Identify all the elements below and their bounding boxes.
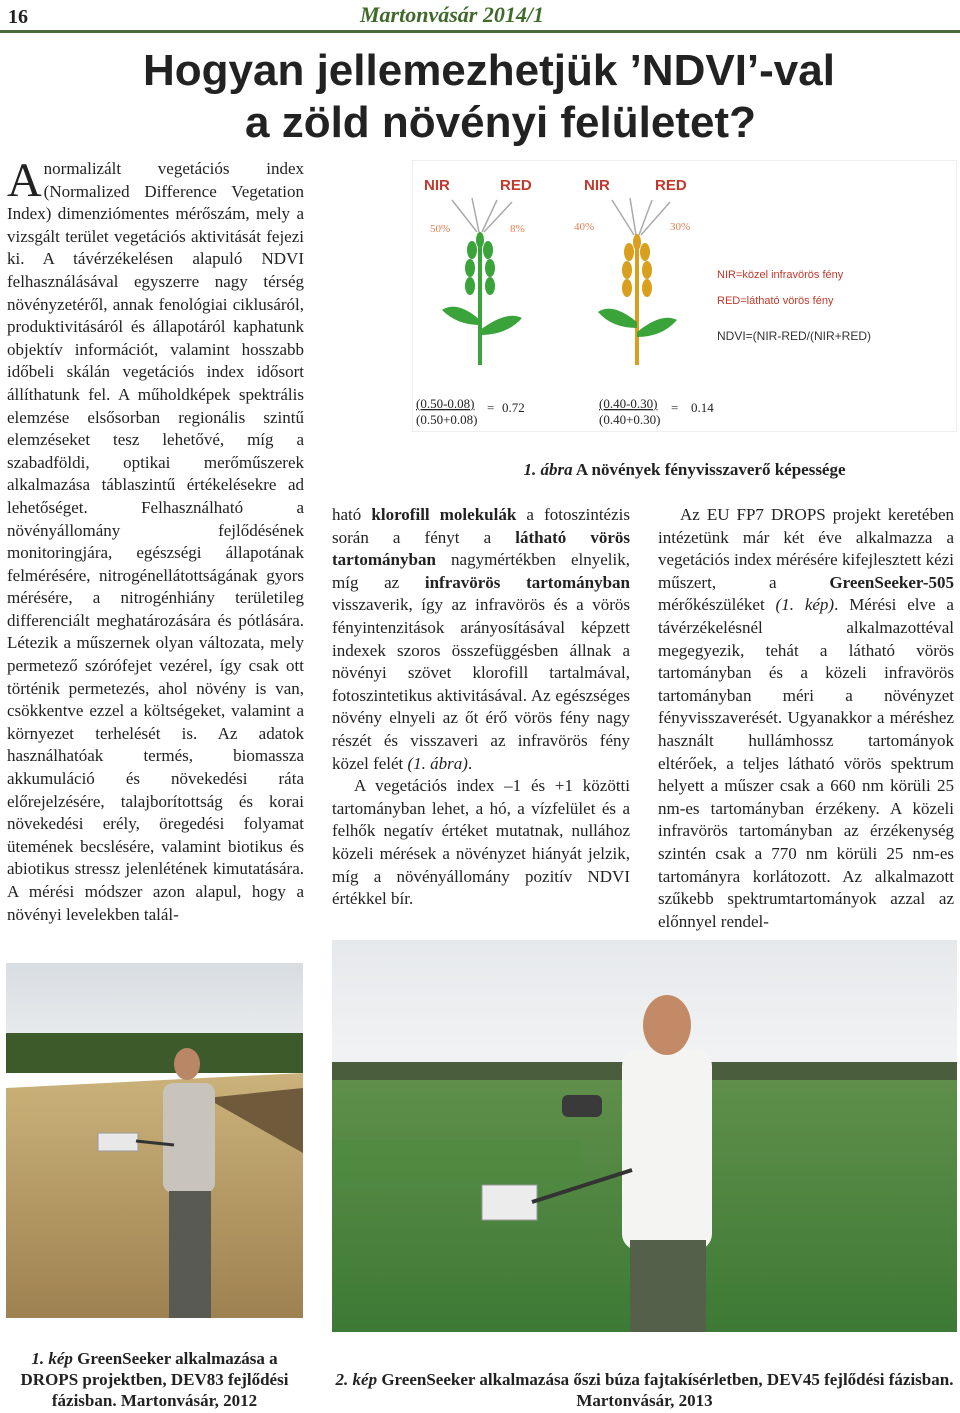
page-number: 16 [8,6,28,28]
col3-text: . Mérési elve a távérzékelésnél alkalmazottéval megegyezik, tehát a látható vörös tartományban és a közeli infravörös tartományban méri a növényzet fényvisszaverését. Ugyanakkor a méréshez használt hullámhossz tartományok eltérőek, a teljes látható vörös spektrum helyett a műszer csak a 660 nm körüli 25 nm-es tartományban érzékeny. A közeli infravörös tartományban az érzékenység szintén csak a 770 nm körüli 25 nm-es tartományra korlátozott. Az alkalmazott szűkebb spektrumtartományok azzal az előnnyel rendel- [658,595,954,931]
figure-caption-text: A növények fényvisszaverő képessége [572,460,846,479]
photo-2-caption-text: GreenSeeker alkalmazása őszi búza fajtakísérletben, DEV45 fejlődési fázisban. Martonvásár, 2013 [377,1370,954,1410]
column-1 [7,154,304,926]
plant2-formula-num: (0.40-0.30) [599,396,658,411]
plant2-nir-pct: 40% [574,221,595,233]
photo-reference: (1. kép) [775,595,835,615]
plant2-red-pct: 30% [670,221,691,233]
greenseeker-device [482,1185,537,1220]
figure-reference: (1. ábra) [407,753,468,773]
col2-bold: klorofill molekulák [371,505,517,524]
photo-1-caption [6,1348,303,1411]
figure-1 [412,160,957,432]
col2-text: a fotoszintézis során a fényt a [332,505,630,547]
photo-1-caption-text: GreenSeeker alkalmazása a DROPS projektben, DEV83 fejlődési fázisban. Martonvásár, 2012 [20,1349,289,1410]
plant1-red-pct: 8% [510,223,525,235]
plant1-equals: = [487,400,495,415]
plant2-equals: = [671,400,679,415]
col2-text: visszaverik, így az infravörös és a vörös fényintenzitások arányosításával képzett indexek szoros összefüggésben állnak a növényi szövet klorofill tartalmával, fotoszintetikus aktivitásával. Az egészséges növény elnyeli az őt érő vörös fény nagy részét és visszaveri az infravörös fény közel felét [332,595,630,773]
col2-bold: látható vörös tartományban [332,527,630,570]
col3-bold: GreenSeeker-505 [829,572,954,592]
col2-text: ható [332,505,372,524]
dropcap: A [7,154,42,207]
ndvi-diagram [412,160,957,432]
greenseeker-device [98,1133,138,1151]
header-rule [0,30,960,33]
plant2-formula-den: (0.40+0.30) [599,412,661,427]
article-title-line1: Hogyan jellemezhetjük ’NDVI’-val [143,46,835,95]
col3-text: Az EU FP7 DROPS projekt keretében intézetünk már két éve alkalmazza a vegetációs index mérésére kifejlesztett kézi műszert, a [658,505,954,592]
legend-ndvi: NDVI=(NIR-RED/(NIR+RED) [717,329,872,343]
plant1-red-label: RED [500,177,532,194]
column1-text: normalizált vegetációs index (Normalized Difference Vegetation Index) dimenziómentes mérőszám, mely a vizsgált terület vegetációs aktivitását fejezi ki. A távérzékelésen alapuló NDVI felhasználásával egyszerre nagy térség növényzetéről, annak fenológiai ciklusáról, produktivitásáról és állapotáról kaphatunk objektív információt, valamint hosszabb időbeli skálán vegetációs index idősort állíthatunk fel. A műholdképek spektrális elemzése elsősorban regionális szintű elemzéseket tesz lehetővé, míg a szabadföldi, optikai merőműszerek alkalmazása táblaszintű értékelésekre ad lehetőséget. Felhasználható a növényállomány fejlődésének monitoringjára, egészségi állapotának felmérésére, nitrogénellátottságának gyors mérésére, a nitrogénhiány területileg differenciált meghatározására és pótlására. Létezik a műszernek olyan változata, mely permetező szórófejet vezérel, így csak ott történik permetezés, ahol növény is van, csökkentve ezzel a költségeket, valamint a környezet terhelését is. Az adatok használhatóak termés, biomassza akkumuláció és növekedési ráta előrejelzésére, talajborítottság és korai növekedési erély, öregedési folyamat ütemének becslésére, valamint biotikus és abiotikus stressz jelenlétének kimutatására. A mérési módszer azon alapul, hogy a növényi levelekben talál- [7,159,304,924]
legend-red: RED=látható vörös fény [717,295,834,307]
legend-nir: NIR=közel infravörös fény [717,269,844,281]
figure-caption [412,460,957,480]
photo-1-caption-ref: 1. kép [31,1349,73,1368]
column-3 [658,504,954,933]
person-2 [622,1050,712,1250]
person-1 [163,1083,215,1193]
plant1-formula-num: (0.50-0.08) [416,396,475,411]
col3-text: mérőkészüléket [658,595,776,615]
figure-caption-ref: 1. ábra [523,460,573,479]
photo-1 [6,963,303,1318]
col2-text: . [467,753,473,773]
col2-text: nagymértékben elnyelik, míg az [332,550,630,592]
column-2 [332,504,630,911]
plant1-formula-den: (0.50+0.08) [416,412,478,427]
plant2-red-label: RED [655,177,687,194]
article-title-line2: a zöld növényi felületet? [245,98,756,147]
plant2-result: 0.14 [691,400,714,415]
photo-2 [332,940,957,1332]
plant1-nir-label: NIR [424,177,450,194]
plant2-nir-label: NIR [584,177,610,194]
col2-bold: infravörös tartományban [424,572,630,592]
plant1-result: 0.72 [502,400,525,415]
photo-2-caption-ref: 2. kép [335,1370,378,1389]
col2-paragraph-2: A vegetációs index –1 és +1 közötti tartományban lehet, a hó, a vízfelület és a felhők negatív értéket mutatnak, nullához közeli mérések a növényzet hiányát jelzik, míg a növényállomány pozitív NDVI értékkel bír. [332,776,630,909]
plant1-nir-pct: 50% [430,223,451,235]
journal-title: Martonvásár 2014/1 [360,2,544,27]
photo-2-caption [332,1369,957,1411]
